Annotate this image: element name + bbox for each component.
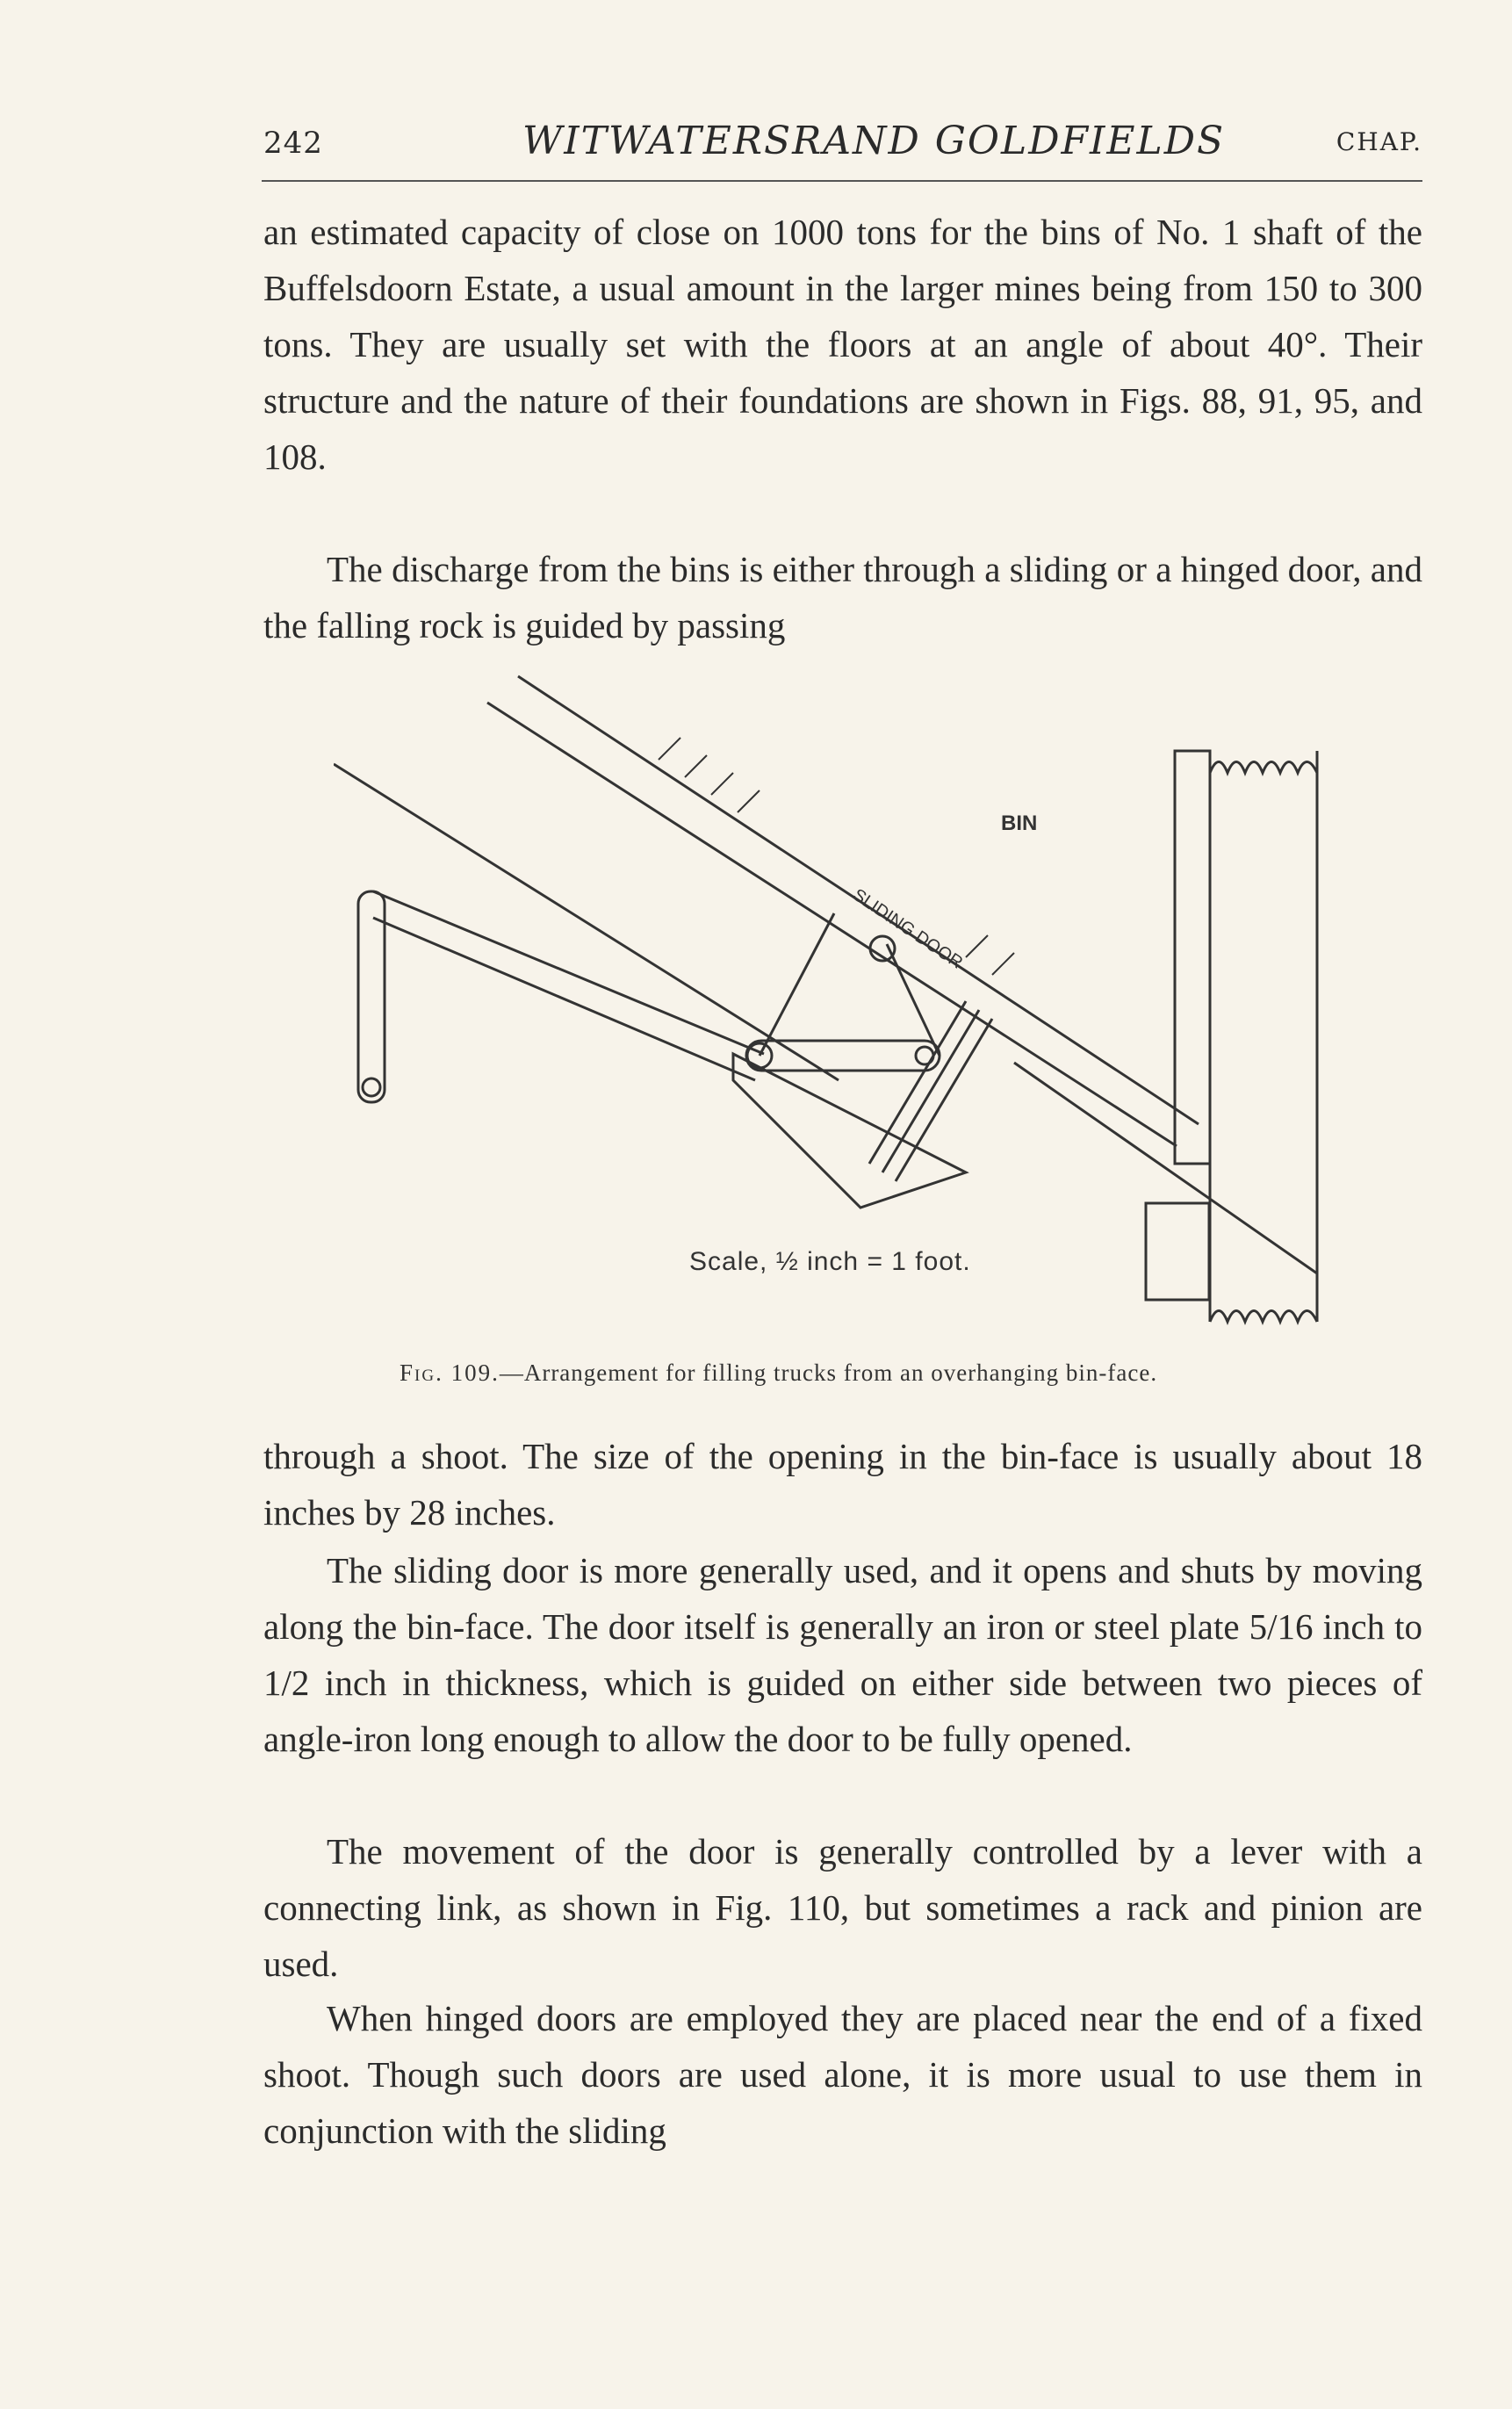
figure-scale: Scale, ½ inch = 1 foot. xyxy=(689,1247,971,1276)
hatch-2 xyxy=(685,755,707,777)
hatch-4 xyxy=(738,790,760,812)
hatch-5 xyxy=(966,935,988,957)
lever-arm-lower xyxy=(373,918,755,1080)
chute-upper-line xyxy=(334,764,839,1080)
lever-handle xyxy=(358,891,385,1102)
hatch-6 xyxy=(992,953,1014,975)
break-line-bottom xyxy=(1210,1311,1317,1323)
break-line-top xyxy=(1210,762,1317,774)
frame-strut xyxy=(760,913,834,1056)
hatch-1 xyxy=(659,738,680,760)
door-guide-1 xyxy=(869,1001,966,1164)
crank-arm xyxy=(887,944,940,1056)
paragraph-3: through a shoot. The size of the opening in the bin-face is usually about 18 inches by 28 inches. xyxy=(263,1436,1422,1533)
running-header xyxy=(263,119,1422,171)
lever-pivot xyxy=(363,1078,380,1096)
chute-lower-line xyxy=(1014,1063,1317,1273)
paragraph-5: The movement of the door is generally controlled by a lever with a connecting link, as shown in Fig. 110, but sometimes a rack and pinion are used. xyxy=(263,1831,1422,1984)
lever-arm-upper xyxy=(373,891,764,1054)
caption-text: —Arrangement for filling trucks from an overhanging bin-face. xyxy=(499,1360,1158,1386)
figure-caption xyxy=(400,1360,1365,1387)
running-title: WITWATERSRAND GOLDFIELDS xyxy=(522,119,1226,163)
door-crank-plate xyxy=(733,1054,966,1208)
bin-wall-post xyxy=(1175,751,1210,1164)
header-rule xyxy=(262,180,1422,182)
chapter-label: CHAP. xyxy=(1336,127,1422,156)
paragraph-6: When hinged doors are employed they are placed near the end of a fixed shoot. Though such doors are used alone, it is more usual to use them in conjunction with the sliding xyxy=(263,1998,1422,2151)
door-guide-3 xyxy=(896,1019,992,1181)
support-block xyxy=(1146,1203,1209,1300)
connecting-link xyxy=(746,1041,940,1071)
figure-109 xyxy=(334,667,1352,1352)
page-number: 242 xyxy=(263,126,323,161)
hatch-3 xyxy=(711,773,733,795)
paragraph-2: The discharge from the bins is either through a sliding or a hinged door, and the falling rock is guided by passing xyxy=(263,549,1422,646)
paragraph-4: The sliding door is more generally used, and it opens and shuts by moving along the bin-face. The door itself is generally an iron or steel plate 5/16 inch to 1/2 inch in thickness, which is guided on either side between two pieces of angle-iron long enough to allow the door to be fully opened. xyxy=(263,1550,1422,1759)
caption-label: Fig. 109. xyxy=(400,1360,500,1386)
paragraph-1: an estimated capacity of close on 1000 tons for the bins of No. 1 shaft of the Buffelsdoorn Estate, a usual amount in the larger mines being from 150 to 300 tons. They are usually set with the floors at an angle of about 40°. Their structure and the nature of their foundations are shown in Figs. 88, 91, 95, and 108. xyxy=(263,212,1422,477)
sliding-door-label: SLIDING DOOR xyxy=(849,884,967,973)
bin-label: BIN xyxy=(1001,811,1038,835)
